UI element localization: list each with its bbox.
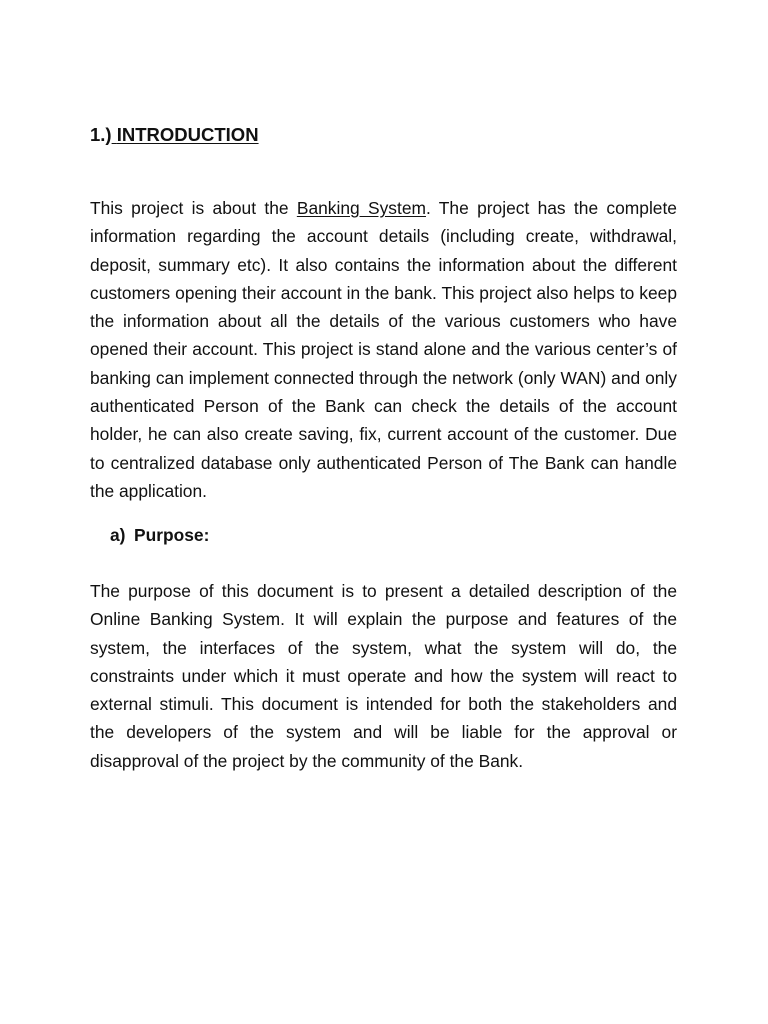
purpose-heading [110,521,209,549]
intro-text-start: This project is about the [90,198,297,218]
intro-paragraph [90,194,677,505]
purpose-title: Purpose: [134,525,210,545]
section-heading [90,123,259,147]
section-number: 1.) [90,124,112,145]
banking-system-link[interactable]: Banking System [296,198,426,218]
section-title: INTRODUCTION [116,124,259,145]
intro-text-rest: . The project has the complete information regarding the account details (including create, withdrawal, deposit, summary etc). It also contains the information about the different customers opening their account in the bank. This project also helps to keep the information about all the details of the various customers who have opened their account. This project is stand alone and the various center’s of banking can implement connected through the network (only WAN) and only authenticated Person of the Bank can check the details of the account holder, he can also create saving, fix, current account of the customer. Due to centralized database only authenticated Person of The Bank can handle the application. [90,198,677,501]
purpose-paragraph: The purpose of this document is to present a detailed description of the Online Banking System. It will explain the purpose and features of the system, the interfaces of the system, what the system will do, the constraints under which it must operate and how the system will react to external stimuli. This document is intended for both the stakeholders and the developers of the system and will be liable for the approval or disapproval of the project by the community of the Bank. [90,581,677,771]
list-marker: a) [110,525,126,545]
